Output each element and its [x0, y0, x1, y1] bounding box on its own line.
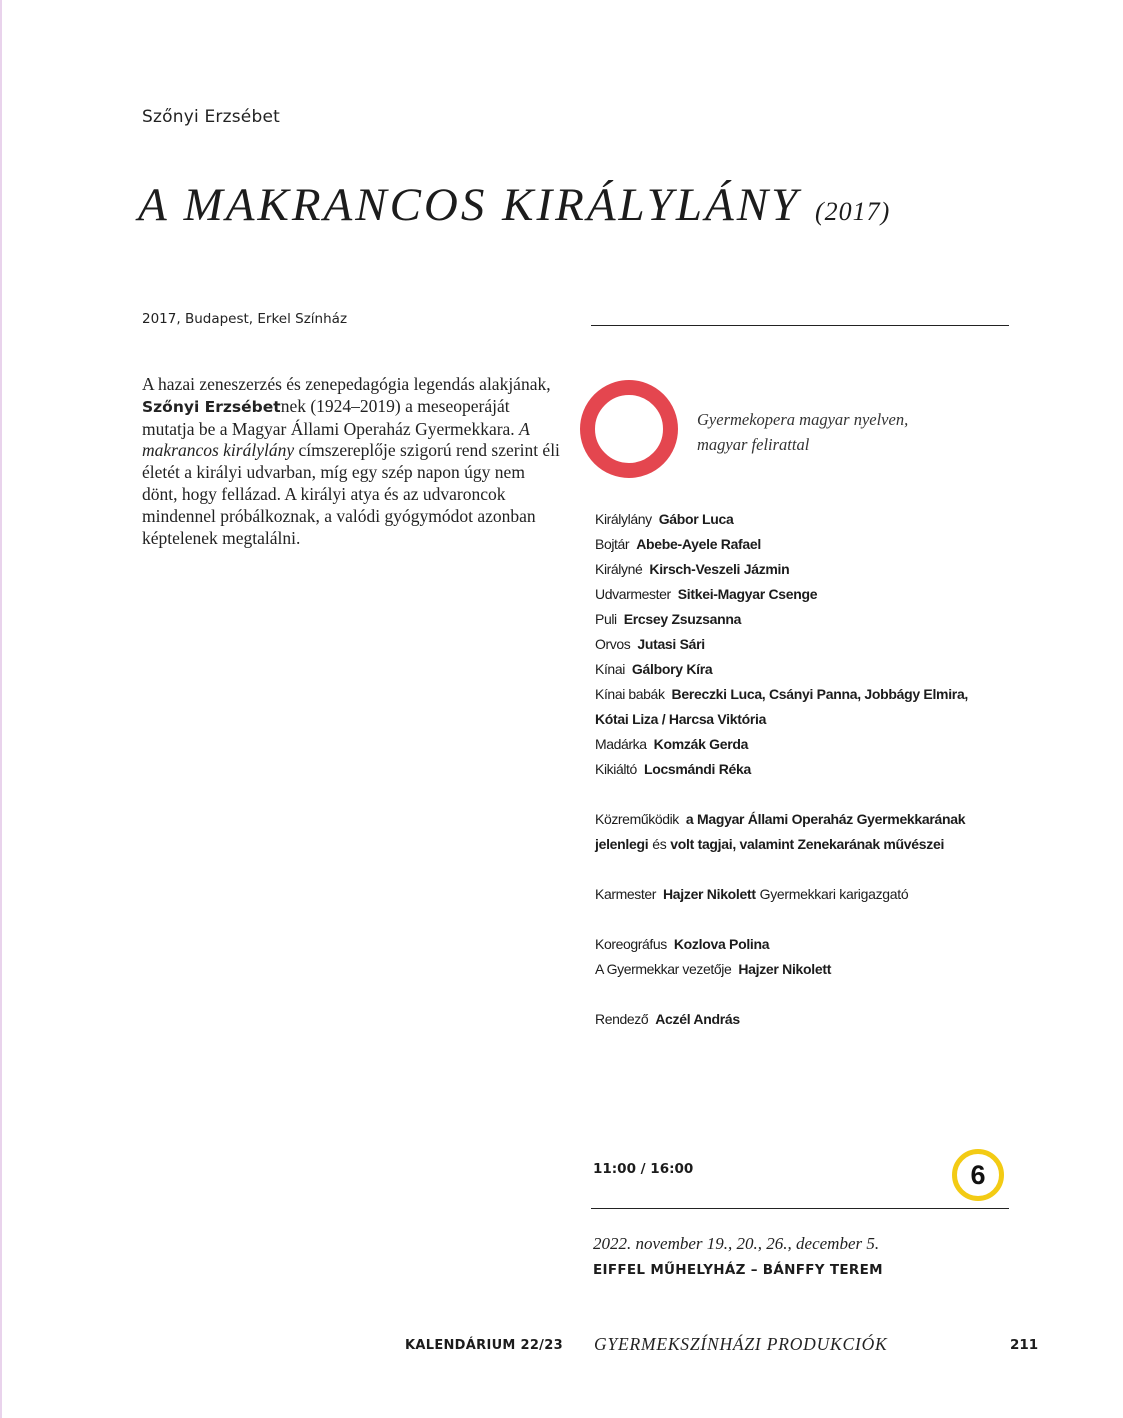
- cast-role: Madárka: [595, 736, 647, 752]
- cast-name: Gálbory Kíra: [631, 661, 713, 677]
- cast-name: Ercsey Zsuzsanna: [623, 611, 742, 627]
- contributors-and: és: [652, 836, 667, 852]
- conductor-role: Karmester: [595, 886, 656, 902]
- show-dates: 2022. november 19., 20., 26., december 5.: [593, 1234, 880, 1253]
- title-year: (2017): [814, 197, 891, 226]
- divider-top: [591, 325, 1009, 326]
- page-number: 211: [1010, 1337, 1039, 1353]
- cast-row: [595, 757, 1015, 782]
- cast-name-continued: Kótai Liza / Harcsa Viktória: [595, 711, 767, 727]
- premiere-info: 2017, Budapest, Erkel Színház: [142, 311, 348, 327]
- description-part-1: A hazai zeneszerzés és zenepedagógia legendás alakjának,: [142, 374, 551, 394]
- crew-name: Kozlova Polina: [673, 936, 770, 952]
- cast-row: [595, 607, 1015, 632]
- cast-name: Abebe-Ayele Rafael: [636, 536, 761, 552]
- cast-name: Gábor Luca: [658, 511, 734, 527]
- director-row: [595, 1007, 1015, 1032]
- description-composer-bold: Szőnyi Erzsébet: [142, 397, 281, 416]
- page-title: [138, 178, 890, 232]
- footer-calendar: KALENDÁRIUM 22/23: [405, 1338, 563, 1353]
- crew-role: Koreográfus: [595, 936, 667, 952]
- contributors-row: [595, 807, 1015, 832]
- cast-name: Komzák Gerda: [653, 736, 749, 752]
- age-rating-badge: 6: [952, 1149, 1004, 1201]
- contributors-row-continued: [595, 832, 1015, 857]
- crew-name: Hajzer Nikolett: [738, 961, 832, 977]
- ring-icon: [580, 380, 678, 478]
- cast-row: [595, 732, 1015, 757]
- cast-row: [595, 682, 1015, 707]
- language-note-line-2: magyar felirattal: [697, 435, 810, 454]
- contributors-role: Közreműködik: [595, 811, 679, 827]
- cast-name: Bereczki Luca, Csányi Panna, Jobbágy Elmira,: [671, 686, 969, 702]
- conductor-name: Hajzer Nikolett: [662, 886, 756, 902]
- composer-name: Szőnyi Erzsébet: [142, 107, 280, 127]
- cast-role: Puli: [595, 611, 617, 627]
- cast-name: Kirsch-Veszeli Jázmin: [649, 561, 790, 577]
- show-times: 11:00 / 16:00: [593, 1161, 694, 1177]
- cast-row: [595, 557, 1015, 582]
- cast-row: [595, 657, 1015, 682]
- description-part-3: címszereplője szigorú rend szerint éli életét a királyi udvarban, míg egy szép napon úgy nem dönt, hogy fellázad. A királyi atya és az udvaroncok mindennel próbálkoznak, a valódi gyógymódot azonban képtelenek megtalálni.: [142, 440, 560, 548]
- cast-role: Kínai: [595, 661, 625, 677]
- cast-name: Locsmándi Réka: [643, 761, 751, 777]
- spacer: [595, 982, 1015, 1007]
- cast-row: [595, 582, 1015, 607]
- director-role: Rendező: [595, 1011, 649, 1027]
- contributors-former: volt tagjai, valamint Zenekarának művészei: [670, 836, 945, 852]
- cast-role: Királylány: [595, 511, 652, 527]
- contributors-line-1: a Magyar Állami Operaház Gyermekkarának: [685, 811, 966, 827]
- cast-role: Bojtár: [595, 536, 630, 552]
- page-edge-strip: [0, 0, 2, 1418]
- conductor-note: Gyermekkari karigazgató: [759, 886, 909, 902]
- title-text: A MAKRANCOS KIRÁLYLÁNY: [138, 179, 801, 231]
- crew-role: A Gyermekkar vezetője: [595, 961, 732, 977]
- description: [142, 374, 562, 549]
- spacer: [595, 907, 1015, 932]
- cast-role: Kínai babák: [595, 686, 665, 702]
- cast-name: Jutasi Sári: [637, 636, 705, 652]
- cast-row: [595, 632, 1015, 657]
- show-venue: EIFFEL MŰHELYHÁZ – BÁNFFY TEREM: [593, 1262, 883, 1278]
- footer-section: GYERMEKSZÍNHÁZI PRODUKCIÓK: [594, 1334, 888, 1354]
- crew-row: [595, 932, 1015, 957]
- divider-bottom: [591, 1208, 1009, 1209]
- cast-list: [595, 507, 1015, 1032]
- description-part-2: nek (1924–2019) a meseoperáját mutatja be a Magyar Állami Operaház Gyermekkara.: [142, 395, 520, 439]
- contributors-current: jelenlegi: [595, 836, 649, 852]
- cast-row: [595, 507, 1015, 532]
- cast-role: Kikiáltó: [595, 761, 637, 777]
- cast-role: Udvarmester: [595, 586, 671, 602]
- cast-role: Királyné: [595, 561, 643, 577]
- language-note-line-1: Gyermekopera magyar nyelven,: [697, 410, 909, 429]
- language-note: [697, 407, 957, 457]
- spacer: [595, 782, 1015, 807]
- cast-role: Orvos: [595, 636, 631, 652]
- crew-row: [595, 957, 1015, 982]
- cast-row: [595, 532, 1015, 557]
- cast-row-continued: [595, 707, 1015, 732]
- cast-name: Sitkei-Magyar Csenge: [677, 586, 818, 602]
- description-title-italic: A makrancos királylány: [142, 418, 530, 461]
- director-name: Aczél András: [655, 1011, 740, 1027]
- spacer: [595, 857, 1015, 882]
- conductor-row: [595, 882, 1015, 907]
